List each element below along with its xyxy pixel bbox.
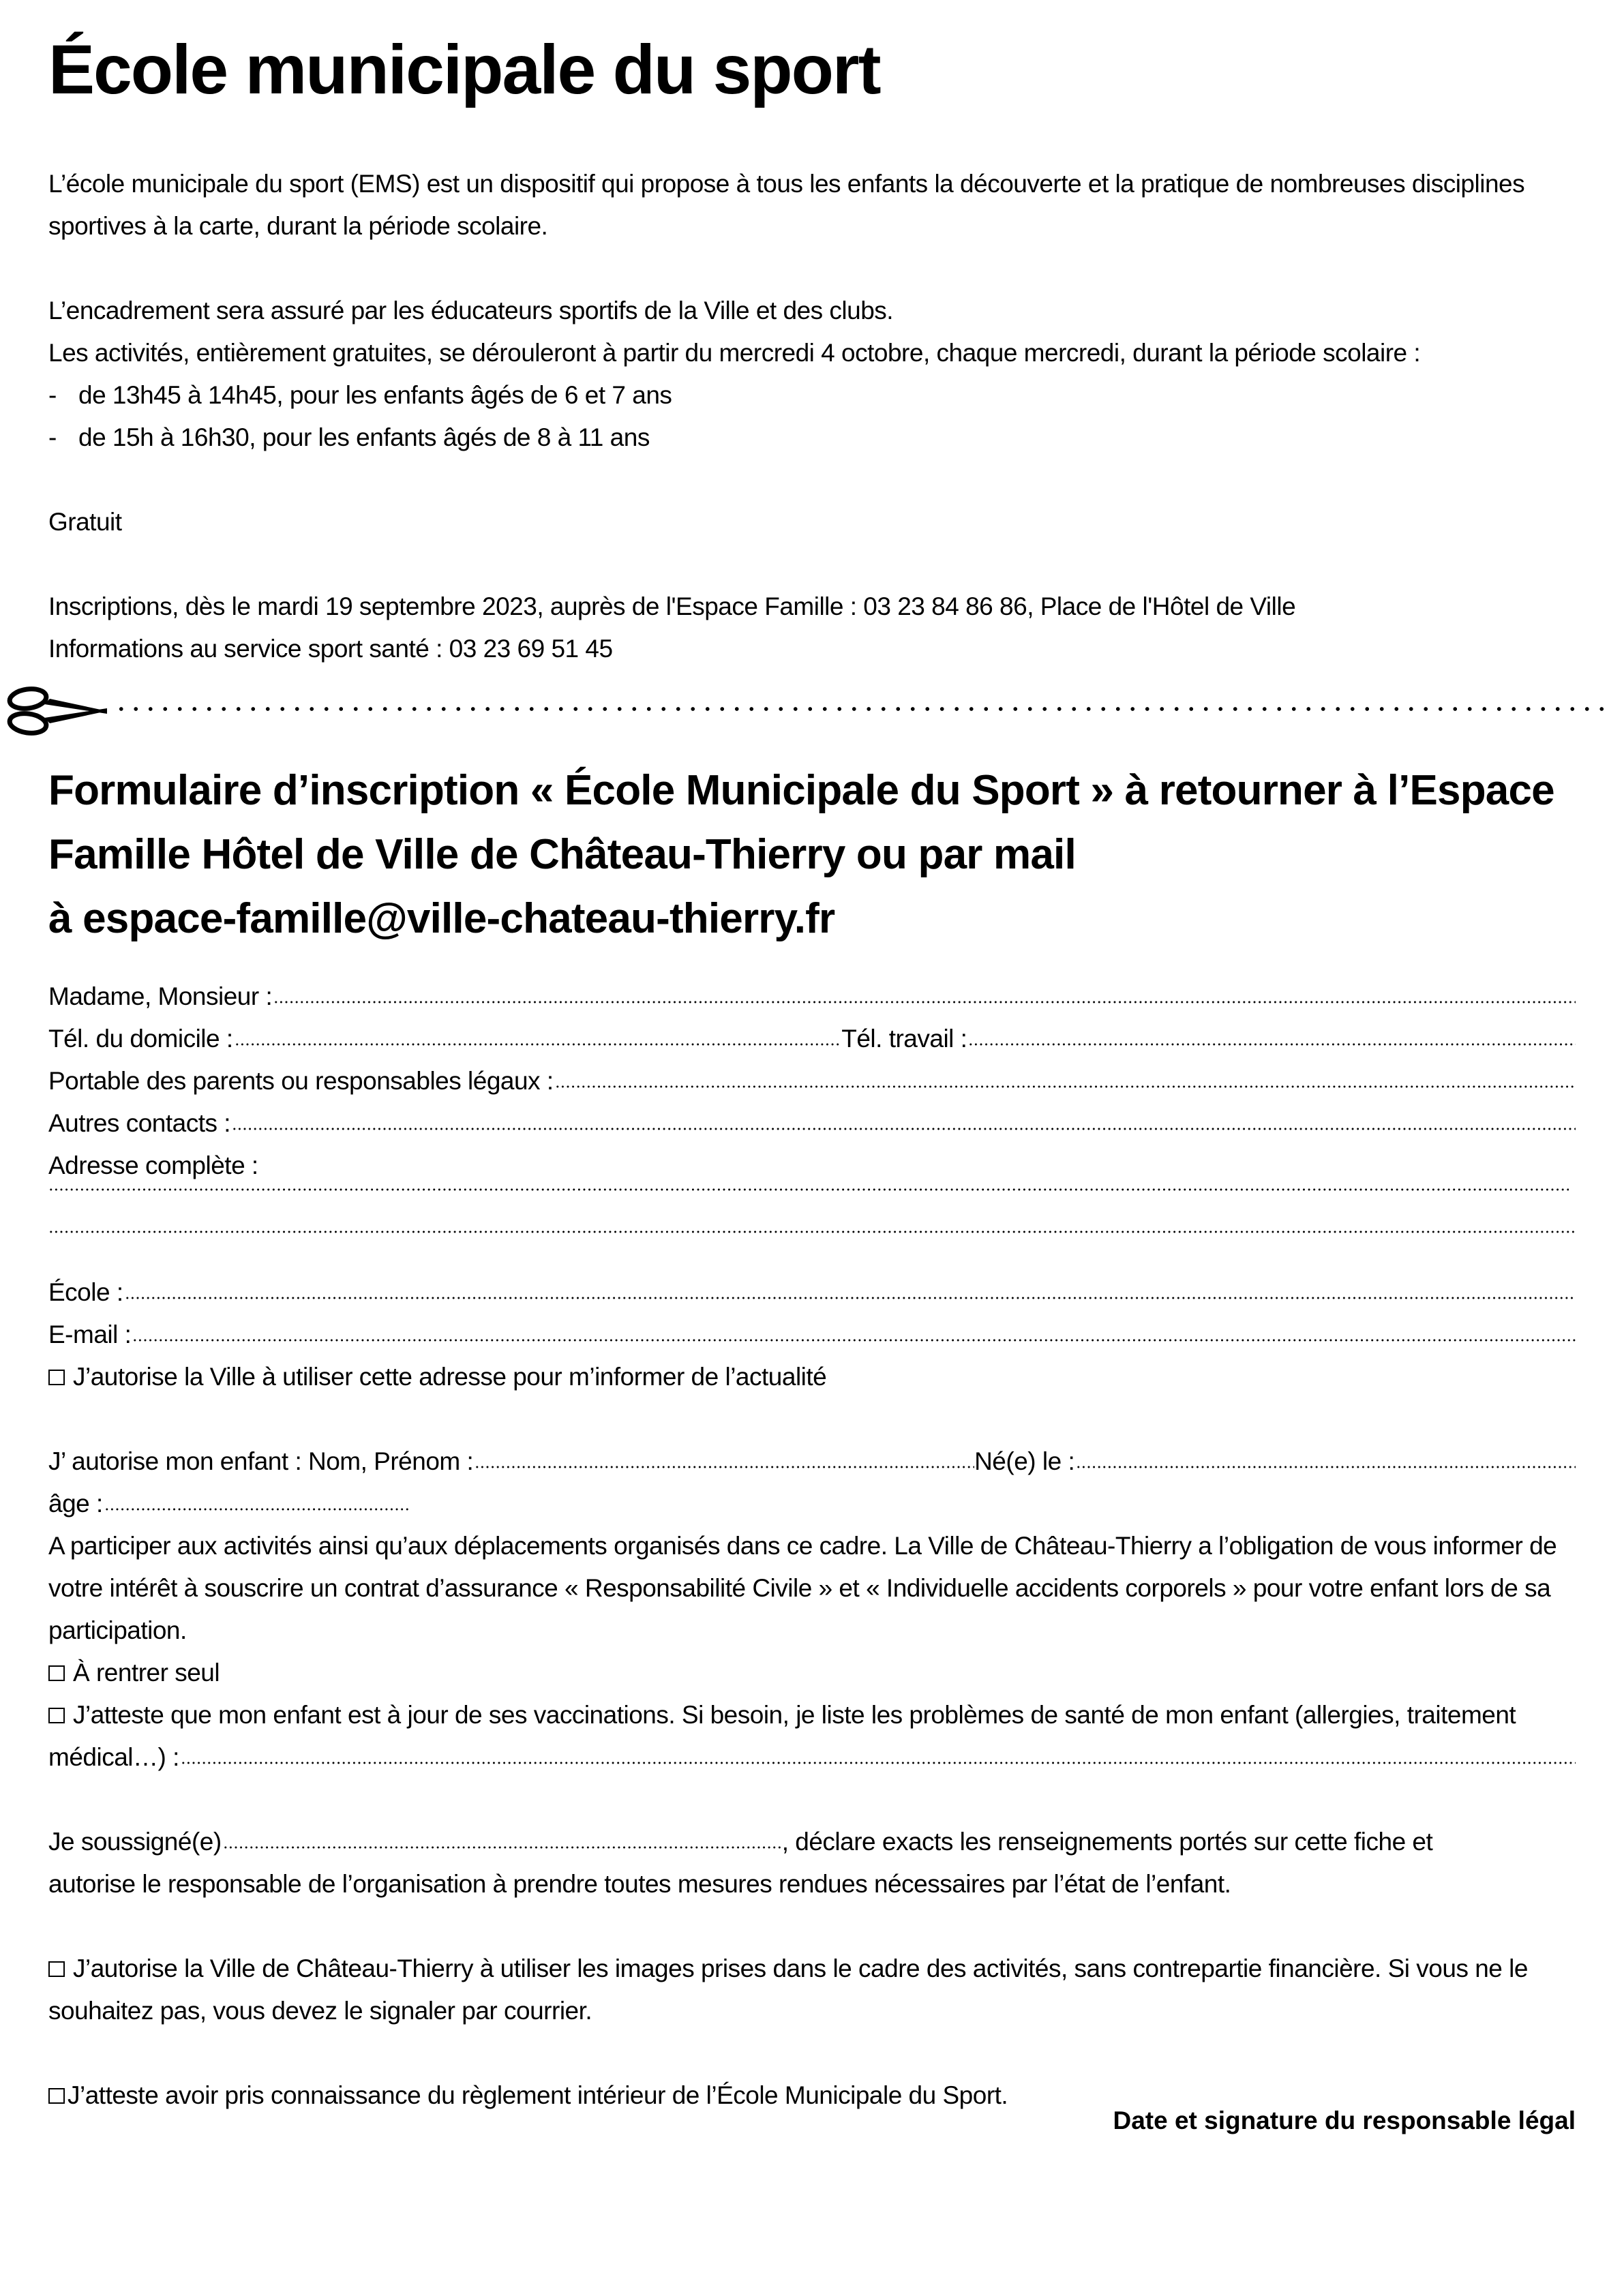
signature-label: Date et signature du responsable légal xyxy=(1113,2106,1576,2134)
soussigne-text: autorise le responsable de l’organisation à prendre toutes mesures rendues nécessaires par l’état de l’enfant. xyxy=(48,1870,1231,1898)
adresse-field-line-2[interactable] xyxy=(48,1229,1576,1235)
cut-line xyxy=(5,684,1624,738)
form-title-line: Formulaire d’inscription « École Municipale du Sport » à retourner à l’Espace xyxy=(48,767,1554,814)
reglement-checkbox[interactable] xyxy=(48,2088,65,2104)
phone-row xyxy=(48,1018,1576,1060)
dotted-cut-line xyxy=(114,707,1610,711)
adresse-line-row xyxy=(48,1187,1576,1229)
intro-section xyxy=(48,163,1576,670)
schedule-item xyxy=(48,374,1576,417)
email-consent-checkbox[interactable] xyxy=(48,1370,65,1385)
autres-contacts-label: Autres contacts : xyxy=(48,1109,231,1137)
autres-contacts-row xyxy=(48,1102,1576,1145)
intro-paragraph-line: sportives à la carte, durant la période scolaire. xyxy=(48,212,548,240)
info-text: Informations au service sport santé : 03 23 69 51 45 xyxy=(48,635,613,663)
child-name-field[interactable] xyxy=(475,1464,974,1470)
birthdate-label: Né(e) le : xyxy=(974,1447,1075,1475)
form-title-line: Famille Hôtel de Ville de Château-Thierry ou par mail xyxy=(48,831,1076,878)
tel-travail-label: Tél. travail : xyxy=(841,1025,967,1053)
registration-form xyxy=(48,976,1576,2117)
ecole-label: École : xyxy=(48,1278,123,1306)
vaccinations-checkbox[interactable] xyxy=(48,1708,65,1723)
schedule-text: de 15h à 16h30, pour les enfants âgés de 8 à 11 ans xyxy=(78,423,650,451)
medical-field[interactable] xyxy=(181,1760,1576,1766)
staff-text: L’encadrement sera assuré par les éducateurs sportifs de la Ville et des clubs. xyxy=(48,297,894,324)
email-row xyxy=(48,1314,1576,1356)
medical-row xyxy=(48,1736,1576,1779)
email-consent-label: J’autorise la Ville à utiliser cette adresse pour m’informer de l’actualité xyxy=(73,1363,827,1391)
images-consent-text: souhaitez pas, vous devez le signaler par courrier. xyxy=(48,1997,592,2025)
madame-monsieur-label: Madame, Monsieur : xyxy=(48,982,273,1010)
scissors-icon xyxy=(5,684,121,738)
soussigne-declaration: , déclare exacts les renseignements portés sur cette fiche et xyxy=(781,1828,1433,1856)
registration-text: Inscriptions, dès le mardi 19 septembre 2023, auprès de l'Espace Famille : 03 23 84 86 86, Place de l'Hôtel de Ville xyxy=(48,592,1296,620)
images-row xyxy=(48,1948,1576,1990)
madame-monsieur-row xyxy=(48,976,1576,1018)
adresse-row xyxy=(48,1145,1576,1187)
child-name-label: J’ autorise mon enfant : Nom, Prénom : xyxy=(48,1447,474,1475)
portable-label: Portable des parents ou responsables légaux : xyxy=(48,1067,554,1095)
form-title-line: à espace-famille@ville-chateau-thierry.fr xyxy=(48,895,835,942)
medical-label: médical…) : xyxy=(48,1743,179,1771)
age-field[interactable] xyxy=(104,1507,411,1512)
reglement-label: J’atteste avoir pris connaissance du règlement intérieur de l’École Municipale du Sport. xyxy=(67,2081,1008,2109)
participation-text: votre intérêt à souscrire un contrat d’assurance « Responsabilité Civile » et « Individuelle accidents corporels » pour votre enfant lors de sa xyxy=(48,1574,1551,1602)
portable-row xyxy=(48,1060,1576,1102)
dash-bullet: - xyxy=(48,381,57,409)
dash-bullet: - xyxy=(48,423,57,451)
participation-text: participation. xyxy=(48,1616,187,1644)
rentrer-seul-checkbox[interactable] xyxy=(48,1665,65,1681)
participation-text: A participer aux activités ainsi qu’aux déplacements organisés dans ce cadre. La Ville de Château-Thierry a l’obligation de vous informer de xyxy=(48,1532,1557,1560)
madame-monsieur-field[interactable] xyxy=(273,999,1576,1005)
page-title: École municipale du sport xyxy=(48,31,880,108)
child-name-row xyxy=(48,1440,1576,1483)
form-title xyxy=(48,759,1576,951)
tel-domicile-label: Tél. du domicile : xyxy=(48,1025,233,1053)
rentrer-seul-row xyxy=(48,1652,1576,1694)
soussigne-row xyxy=(48,1821,1576,1863)
schedule-item xyxy=(48,417,1576,459)
ecole-field[interactable] xyxy=(125,1295,1576,1301)
rentrer-seul-label: À rentrer seul xyxy=(73,1659,220,1687)
email-consent-row xyxy=(48,1356,1576,1398)
tel-domicile-field[interactable] xyxy=(235,1042,842,1047)
soussigne-field[interactable] xyxy=(223,1845,782,1850)
schedule-intro: Les activités, entièrement gratuites, se dérouleront à partir du mercredi 4 octobre, chaque mercredi, durant la période scolaire : xyxy=(48,339,1421,367)
vaccinations-label: J’atteste que mon enfant est à jour de ses vaccinations. Si besoin, je liste les problèmes de santé de mon enfant (allergies, traitement xyxy=(73,1701,1516,1729)
price-text: Gratuit xyxy=(48,508,122,536)
vaccinations-row xyxy=(48,1694,1576,1736)
ecole-row xyxy=(48,1271,1576,1314)
age-label: âge : xyxy=(48,1490,103,1517)
age-row xyxy=(48,1483,1576,1525)
soussigne-label: Je soussigné(e) xyxy=(48,1828,222,1856)
tel-travail-field[interactable] xyxy=(968,1042,1576,1047)
intro-paragraph-line: L’école municipale du sport (EMS) est un dispositif qui propose à tous les enfants la découverte et la pratique de nombreuses disciplines xyxy=(48,170,1525,198)
birthdate-field[interactable] xyxy=(1076,1464,1576,1470)
email-label: E-mail : xyxy=(48,1320,132,1348)
email-field[interactable] xyxy=(132,1338,1576,1343)
adresse-label: Adresse complète : xyxy=(48,1151,258,1179)
autres-contacts-field[interactable] xyxy=(232,1126,1576,1132)
images-consent-checkbox[interactable] xyxy=(48,1961,65,1977)
adresse-line-row xyxy=(48,1229,1576,1271)
images-consent-label: J’autorise la Ville de Château-Thierry à utiliser les images prises dans le cadre des activités, sans contrepartie financière. Si vous ne le xyxy=(73,1954,1528,1982)
adresse-field-line-1[interactable] xyxy=(48,1187,1569,1192)
portable-field[interactable] xyxy=(555,1084,1576,1089)
schedule-text: de 13h45 à 14h45, pour les enfants âgés de 6 et 7 ans xyxy=(78,381,672,409)
